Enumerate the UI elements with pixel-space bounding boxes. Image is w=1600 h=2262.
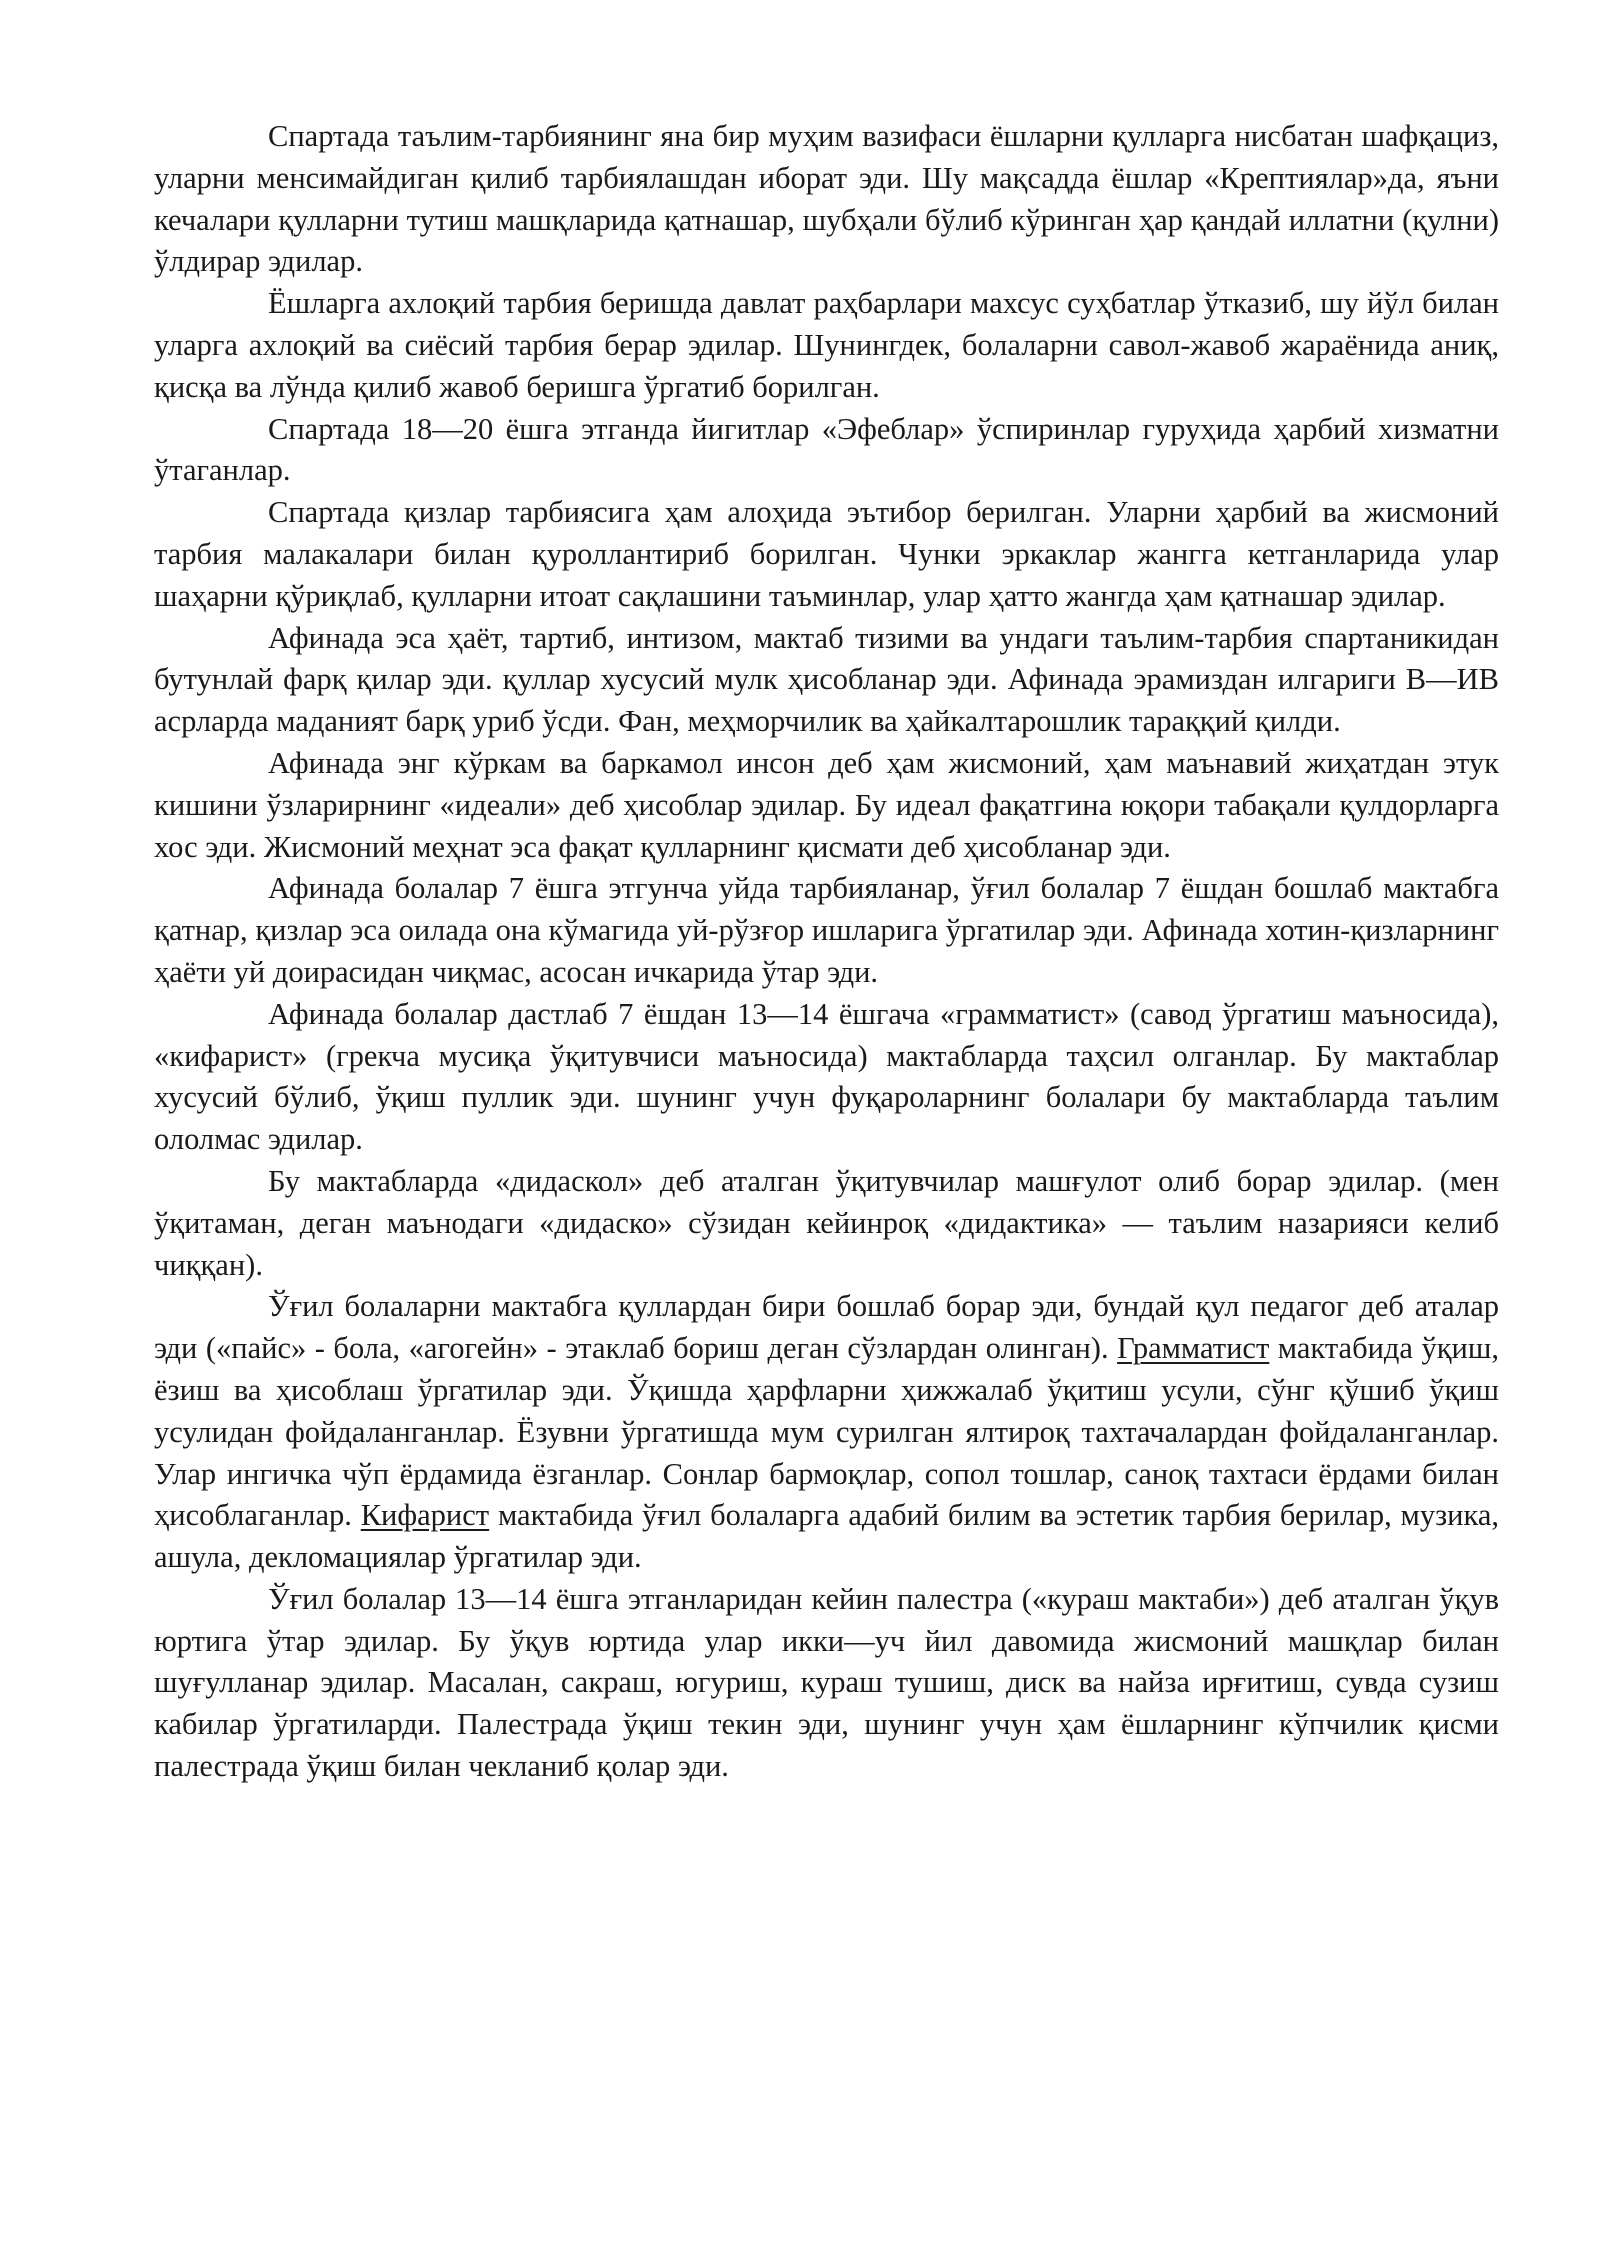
term-kifarist: Кифарист (360, 1498, 490, 1533)
paragraph-ephebes: Спартада 18—20 ёшга этганда йигитлар «Эфеблар» ўспиринлар гуруҳида ҳарбий хизматни ўтаганлар. (154, 411, 1499, 488)
pedagogue-text-a: Ўғил болаларни мактабга қуллардан бири бошлаб борар эди, бундай қул педагог деб аталар эди («пайс» - бола, «агогейн» - этаклаб бориш деган сўзлардан олинган). (154, 1289, 1499, 1366)
paragraph-athens-children: Афинада болалар 7 ёшга этгунча уйда тарбияланар, ўғил болалар 7 ёшдан бошлаб мактабга қатнар, қизлар эса оилада она кўмагида уй-рўзғор ишларига ўргатилар эди. Афинада хотин-қизларнинг ҳаёти уй доирасидан чиқмас, асосан ичкарида ўтар эди. (154, 871, 1499, 989)
paragraph-athens-schools: Афинада болалар дастлаб 7 ёшдан 13—14 ёшгача «грамматист» (савод ўргатиш маъносида), «кифарист» (грекча мусиқа ўқитувчиси маъносида) мактабларда таҳсил олганлар. Бу мактаблар хусусий бўлиб, ўқиш пуллик эди. шунинг учун фуқароларнинг болалари бу мактабларда таълим ололмас эдилар. (154, 996, 1499, 1157)
pedagogue-text-b: мактабида ўқиш, ёзиш ва ҳисоблаш ўргатилар эди. Ўқишда ҳарфларни ҳижжалаб ўқитиш усули, сўнг қўшиб ўқиш усулидан фойдаланганлар. Ёзувни ўргатишда мум сурилган ялтироқ тахтачалардан фойдаланганлар. Улар ингичка чўп ёрдамида ёзганлар. Сонлар бармоқлар, сопол тошлар, саноқ тахтаси ёрдами билан ҳисоблаганлар. (154, 1331, 1499, 1533)
paragraph-pedagogue (154, 1286, 1499, 1579)
term-grammatist: Грамматист (1117, 1331, 1270, 1366)
paragraph-athens-order: Афинада эса ҳаёт, тартиб, интизом, мактаб тизими ва ундаги таълим-тарбия спартаникидан бутунлай фарқ қилар эди. қуллар хусусий мулк ҳисобланар эди. Афинада эрамиздан илгариги В—ИВ асрларда маданият барқ уриб ўсди. Фан, меҳморчилик ва ҳайкалтарошлик тараққий қилди. (154, 620, 1499, 739)
paragraph-palestra: Ўғил болалар 13—14 ёшга этганларидан кейин палестра («кураш мактаби») деб аталган ўқув юртига ўтар эдилар. Бу ўқув юртида улар икки—уч йил давомида жисмоний машқлар билан шуғулланар эдилар. Масалан, сакраш, югуриш, кураш тушиш, диск ва найза ирғитиш, сувда сузиш кабилар ўргатиларди. Палестрада ўқиш текин эди, шунинг учун ҳам ёшларнинг кўпчилик қисми палестрада ўқиш билан чекланиб қолар эди. (154, 1581, 1499, 1784)
paragraph-sparta-slaves: Спартада таълим-тарбиянинг яна бир муҳим вазифаси ёшларни қулларга нисбатан шафқациз, уларни менсимайдиган қилиб тарбиялашдан иборат эди. Шу мақсадда ёшлар «Крептиялар»да, яъни кечалари қулларни тутиш машқларида қатнашар, шубҳали бўлиб кўринган ҳар қандай иллатни (қулни) ўлдирар эдилар. (154, 119, 1499, 279)
pedagogue-text-c: мактабида ўғил болаларга адабий билим ва эстетик тарбия берилар, музика, ашула, декломациялар ўргатилар эди. (154, 1498, 1499, 1575)
document-page (154, 116, 1499, 1788)
paragraph-didaskal: Бу мактабларда «дидаскол» деб аталган ўқитувчилар машғулот олиб борар эдилар. (мен ўқитаман, деган маънодаги «дидаско» сўзидан кейинроқ «дидактика» — таълим назарияси келиб чиққан). (154, 1163, 1499, 1282)
paragraph-girls-education: Спартада қизлар тарбиясига ҳам алоҳида эътибор берилган. Уларни ҳарбий ва жисмоний тарбия малакалари билан қуроллантириб борилган. Чунки эркаклар жангга кетганларида улар шаҳарни қўриқлаб, қулларни итоат сақлашини таъминлар, улар ҳатто жангда ҳам қатнашар эдилар. (154, 495, 1499, 613)
paragraph-athens-ideal: Афинада энг кўркам ва баркамол инсон деб ҳам жисмоний, ҳам маънавий жиҳатдан этук кишини ўзларирнинг «идеали» деб ҳисоблар эдилар. Бу идеал фақатгина юқори табақали қулдорларга хос эди. Жисмоний меҳнат эса фақат қулларнинг қисмати деб ҳисобланар эди. (154, 745, 1499, 864)
paragraph-moral-education: Ёшларга ахлоқий тарбия беришда давлат раҳбарлари махсус суҳбатлар ўтказиб, шу йўл билан уларга ахлоқий ва сиёсий тарбия берар эдилар. Шунингдек, болаларни савол-жавоб жараёнида аниқ, қисқа ва лўнда қилиб жавоб беришга ўргатиб борилган. (154, 286, 1499, 404)
